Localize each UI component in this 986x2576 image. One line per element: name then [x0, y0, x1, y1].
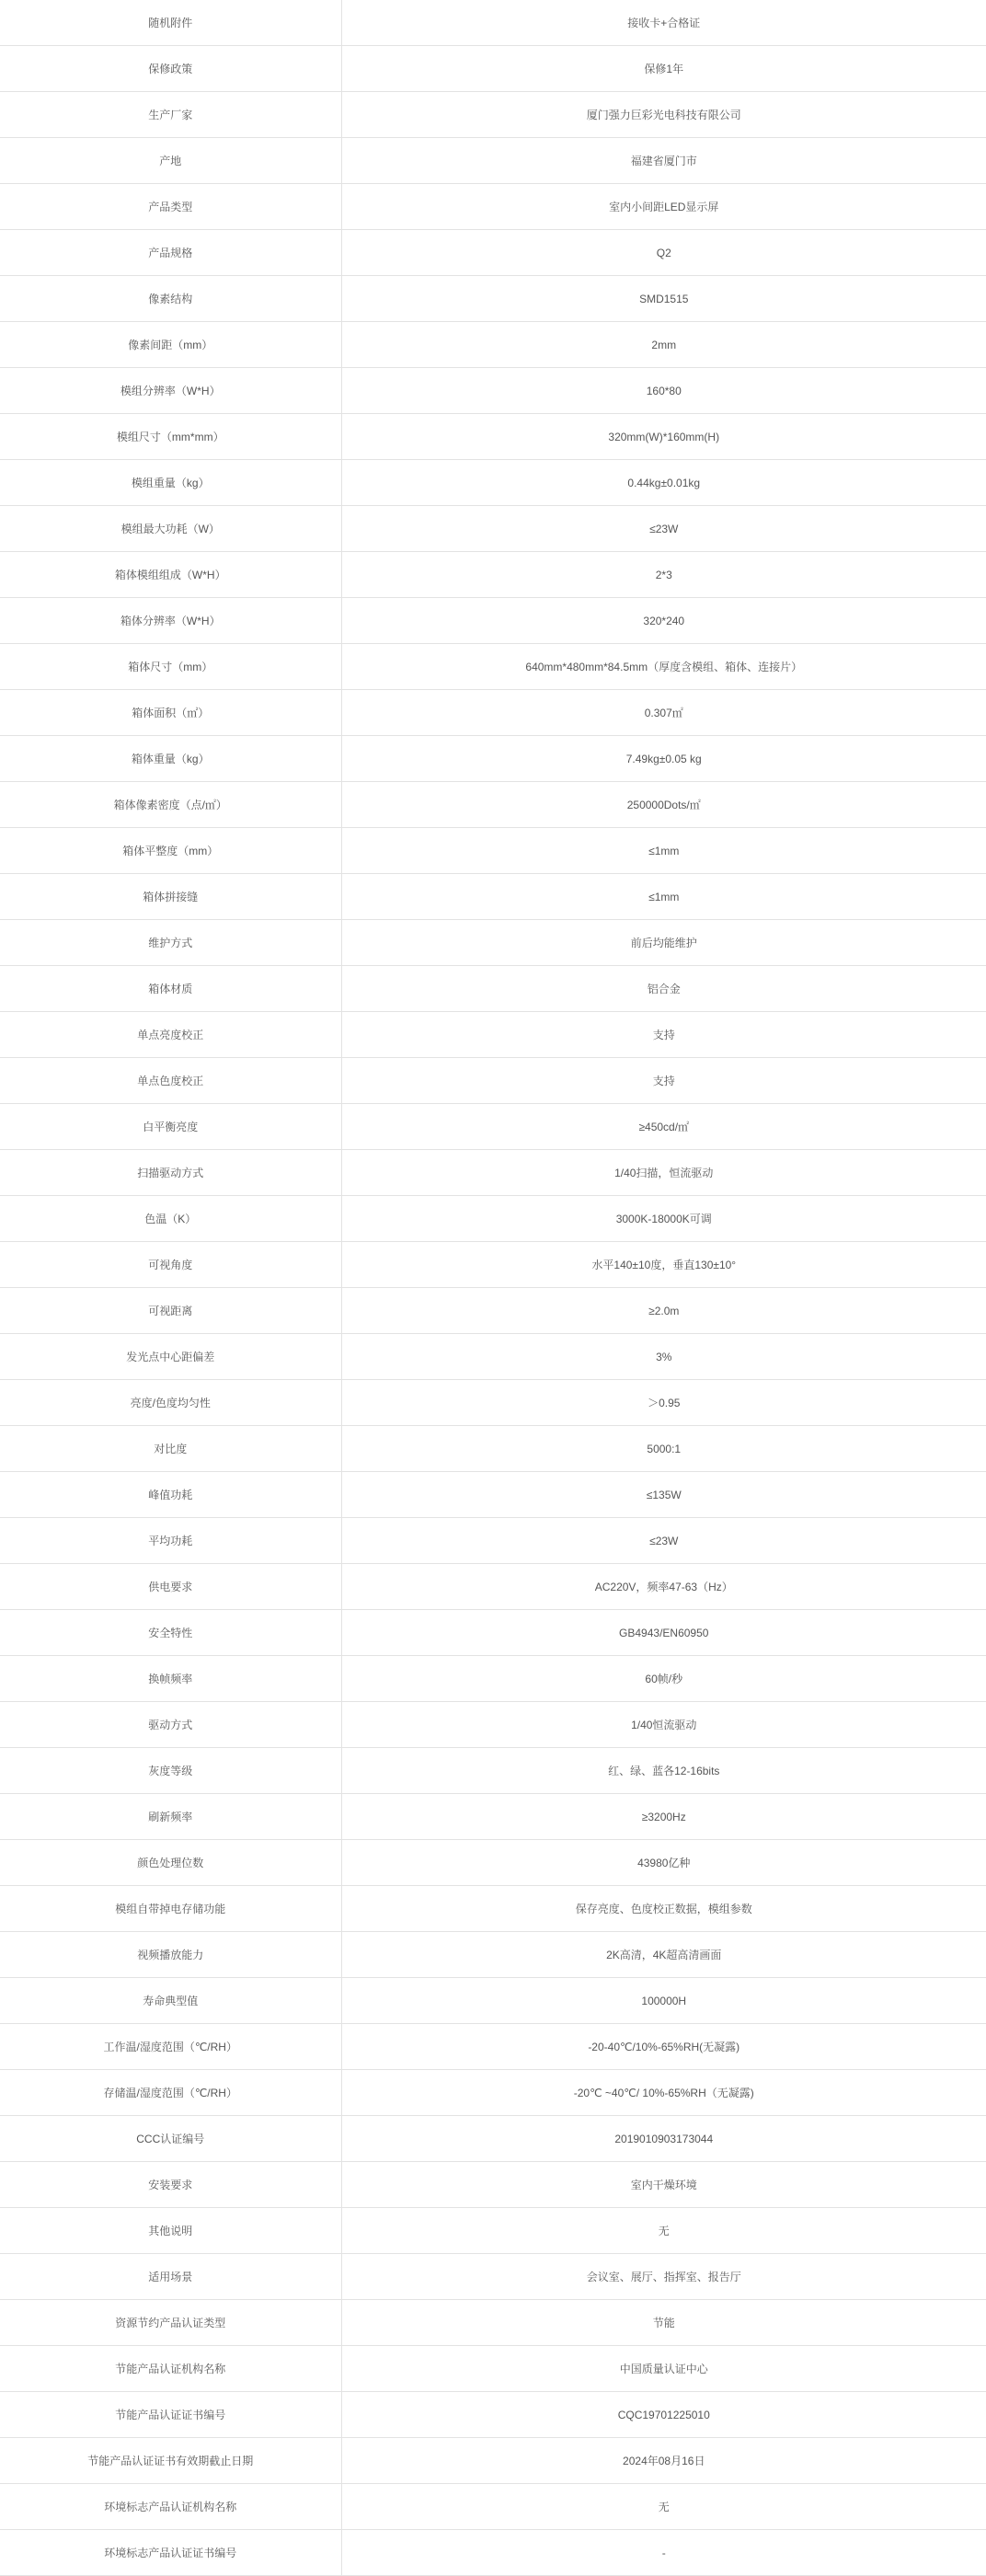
spec-value-cell: -20-40℃/10%-65%RH(无凝露): [341, 2024, 986, 2070]
table-row: [0, 828, 986, 874]
table-row: [0, 230, 986, 276]
spec-value-cell: 0.307㎡: [341, 690, 986, 736]
spec-label-cell: 视频播放能力: [0, 1932, 341, 1978]
table-row: [0, 736, 986, 782]
spec-label-cell: 像素结构: [0, 276, 341, 322]
spec-value-cell: 320mm(W)*160mm(H): [341, 414, 986, 460]
table-row: [0, 1104, 986, 1150]
table-row: [0, 1518, 986, 1564]
spec-label-cell: 寿命典型值: [0, 1978, 341, 2024]
spec-value-cell: ＞0.95: [341, 1380, 986, 1426]
table-row: [0, 1656, 986, 1702]
spec-label-cell: 模组最大功耗（W）: [0, 506, 341, 552]
spec-value-cell: AC220V，频率47-63（Hz）: [341, 1564, 986, 1610]
spec-label-cell: 其他说明: [0, 2208, 341, 2254]
spec-label-cell: 模组重量（kg）: [0, 460, 341, 506]
spec-value-cell: 铝合金: [341, 966, 986, 1012]
table-row: [0, 1564, 986, 1610]
spec-value-cell: 福建省厦门市: [341, 138, 986, 184]
spec-value-cell: 红、绿、蓝各12-16bits: [341, 1748, 986, 1794]
spec-value-cell: GB4943/EN60950: [341, 1610, 986, 1656]
table-row: [0, 368, 986, 414]
spec-value-cell: 60帧/秒: [341, 1656, 986, 1702]
spec-value-cell: ≤1mm: [341, 828, 986, 874]
table-row: [0, 1840, 986, 1886]
spec-value-cell: 2mm: [341, 322, 986, 368]
spec-label-cell: 箱体材质: [0, 966, 341, 1012]
spec-value-cell: 中国质量认证中心: [341, 2346, 986, 2392]
table-row: [0, 322, 986, 368]
spec-label-cell: 节能产品认证证书编号: [0, 2392, 341, 2438]
spec-label-cell: 箱体面积（㎡）: [0, 690, 341, 736]
spec-value-cell: 保存亮度、色度校正数据，模组参数: [341, 1886, 986, 1932]
table-row: [0, 2208, 986, 2254]
spec-value-cell: SMD1515: [341, 276, 986, 322]
spec-label-cell: 发光点中心距偏差: [0, 1334, 341, 1380]
spec-value-cell: ≥450cd/㎡: [341, 1104, 986, 1150]
table-row: [0, 552, 986, 598]
table-row: [0, 1702, 986, 1748]
spec-label-cell: 安全特性: [0, 1610, 341, 1656]
spec-label-cell: 灰度等级: [0, 1748, 341, 1794]
spec-value-cell: 7.49kg±0.05 kg: [341, 736, 986, 782]
table-row: [0, 598, 986, 644]
spec-label-cell: 刷新频率: [0, 1794, 341, 1840]
spec-label-cell: 节能产品认证证书有效期截止日期: [0, 2438, 341, 2484]
spec-value-cell: 支持: [341, 1012, 986, 1058]
table-row: [0, 2346, 986, 2392]
spec-label-cell: 维护方式: [0, 920, 341, 966]
table-row: [0, 2254, 986, 2300]
spec-label-cell: 箱体像素密度（点/㎡）: [0, 782, 341, 828]
table-row: [0, 2300, 986, 2346]
spec-label-cell: 单点亮度校正: [0, 1012, 341, 1058]
table-row: [0, 414, 986, 460]
spec-value-cell: 节能: [341, 2300, 986, 2346]
spec-label-cell: 模组尺寸（mm*mm）: [0, 414, 341, 460]
spec-label-cell: 保修政策: [0, 46, 341, 92]
table-row: [0, 1748, 986, 1794]
spec-value-cell: 160*80: [341, 368, 986, 414]
table-row: [0, 920, 986, 966]
spec-label-cell: 箱体分辨率（W*H）: [0, 598, 341, 644]
table-row: [0, 1932, 986, 1978]
spec-label-cell: 环境标志产品认证证书编号: [0, 2530, 341, 2576]
table-row: [0, 0, 986, 46]
spec-value-cell: -: [341, 2530, 986, 2576]
table-row: [0, 2438, 986, 2484]
spec-value-cell: ≤23W: [341, 506, 986, 552]
spec-value-cell: 保修1年: [341, 46, 986, 92]
table-row: [0, 460, 986, 506]
spec-label-cell: 适用场景: [0, 2254, 341, 2300]
table-row: [0, 138, 986, 184]
spec-label-cell: 颜色处理位数: [0, 1840, 341, 1886]
spec-label-cell: 平均功耗: [0, 1518, 341, 1564]
table-row: [0, 782, 986, 828]
table-row: [0, 1150, 986, 1196]
spec-value-cell: 接收卡+合格证: [341, 0, 986, 46]
spec-label-cell: 箱体尺寸（mm）: [0, 644, 341, 690]
table-row: [0, 506, 986, 552]
spec-label-cell: 安装要求: [0, 2162, 341, 2208]
spec-label-cell: 存储温/湿度范围（℃/RH）: [0, 2070, 341, 2116]
table-row: [0, 2392, 986, 2438]
table-row: [0, 1334, 986, 1380]
table-row: [0, 2070, 986, 2116]
spec-value-cell: 1/40恒流驱动: [341, 1702, 986, 1748]
spec-value-cell: ≤135W: [341, 1472, 986, 1518]
spec-value-cell: ≥2.0m: [341, 1288, 986, 1334]
spec-label-cell: 单点色度校正: [0, 1058, 341, 1104]
spec-label-cell: 工作温/湿度范围（℃/RH）: [0, 2024, 341, 2070]
table-row: [0, 1058, 986, 1104]
table-row: [0, 1794, 986, 1840]
spec-value-cell: 2K高清，4K超高清画面: [341, 1932, 986, 1978]
spec-value-cell: 2*3: [341, 552, 986, 598]
table-row: [0, 1886, 986, 1932]
spec-label-cell: 箱体重量（kg）: [0, 736, 341, 782]
spec-value-cell: 3000K-18000K可调: [341, 1196, 986, 1242]
spec-label-cell: 箱体拼接缝: [0, 874, 341, 920]
spec-value-cell: 43980亿种: [341, 1840, 986, 1886]
table-row: [0, 874, 986, 920]
table-row: [0, 1472, 986, 1518]
spec-value-cell: 3%: [341, 1334, 986, 1380]
table-row: [0, 1610, 986, 1656]
spec-value-cell: 250000Dots/㎡: [341, 782, 986, 828]
spec-label-cell: 色温（K）: [0, 1196, 341, 1242]
spec-value-cell: 室内小间距LED显示屏: [341, 184, 986, 230]
table-row: [0, 1242, 986, 1288]
spec-value-cell: 5000:1: [341, 1426, 986, 1472]
table-row: [0, 1196, 986, 1242]
spec-value-cell: ≤23W: [341, 1518, 986, 1564]
table-row: [0, 276, 986, 322]
spec-value-cell: 前后均能维护: [341, 920, 986, 966]
table-row: [0, 2116, 986, 2162]
spec-label-cell: 环境标志产品认证机构名称: [0, 2484, 341, 2530]
spec-label-cell: 扫描驱动方式: [0, 1150, 341, 1196]
table-row: [0, 1978, 986, 2024]
spec-label-cell: 模组自带掉电存储功能: [0, 1886, 341, 1932]
table-row: [0, 46, 986, 92]
spec-value-cell: 320*240: [341, 598, 986, 644]
table-row: [0, 92, 986, 138]
spec-label-cell: 模组分辨率（W*H）: [0, 368, 341, 414]
spec-value-cell: 会议室、展厅、指挥室、报告厅: [341, 2254, 986, 2300]
spec-value-cell: CQC19701225010: [341, 2392, 986, 2438]
spec-value-cell: 0.44kg±0.01kg: [341, 460, 986, 506]
spec-label-cell: 供电要求: [0, 1564, 341, 1610]
spec-value-cell: 支持: [341, 1058, 986, 1104]
table-row: [0, 184, 986, 230]
spec-label-cell: 驱动方式: [0, 1702, 341, 1748]
spec-label-cell: 箱体平整度（mm）: [0, 828, 341, 874]
spec-label-cell: 亮度/色度均匀性: [0, 1380, 341, 1426]
spec-label-cell: 产品规格: [0, 230, 341, 276]
table-row: [0, 2530, 986, 2576]
spec-value-cell: 1/40扫描，恒流驱动: [341, 1150, 986, 1196]
spec-label-cell: 随机附件: [0, 0, 341, 46]
spec-value-cell: ≤1mm: [341, 874, 986, 920]
spec-value-cell: 2019010903173044: [341, 2116, 986, 2162]
spec-label-cell: 白平衡亮度: [0, 1104, 341, 1150]
table-row: [0, 644, 986, 690]
spec-value-cell: 2024年08月16日: [341, 2438, 986, 2484]
spec-value-cell: 厦门强力巨彩光电科技有限公司: [341, 92, 986, 138]
spec-label-cell: 产地: [0, 138, 341, 184]
spec-label-cell: 像素间距（mm）: [0, 322, 341, 368]
spec-value-cell: ≥3200Hz: [341, 1794, 986, 1840]
table-row: [0, 1012, 986, 1058]
table-row: [0, 2024, 986, 2070]
spec-value-cell: -20℃ ~40℃/ 10%-65%RH（无凝露): [341, 2070, 986, 2116]
spec-label-cell: 可视距离: [0, 1288, 341, 1334]
spec-label-cell: 资源节约产品认证类型: [0, 2300, 341, 2346]
spec-value-cell: 水平140±10度，垂直130±10°: [341, 1242, 986, 1288]
spec-value-cell: 640mm*480mm*84.5mm（厚度含模组、箱体、连接片）: [341, 644, 986, 690]
table-row: [0, 2162, 986, 2208]
table-row: [0, 1380, 986, 1426]
spec-label-cell: 生产厂家: [0, 92, 341, 138]
spec-value-cell: 100000H: [341, 1978, 986, 2024]
spec-label-cell: 对比度: [0, 1426, 341, 1472]
table-row: [0, 2484, 986, 2530]
spec-label-cell: CCC认证编号: [0, 2116, 341, 2162]
spec-label-cell: 箱体模组组成（W*H）: [0, 552, 341, 598]
spec-value-cell: 无: [341, 2484, 986, 2530]
spec-value-cell: 室内干燥环境: [341, 2162, 986, 2208]
table-row: [0, 690, 986, 736]
spec-label-cell: 可视角度: [0, 1242, 341, 1288]
spec-label-cell: 峰值功耗: [0, 1472, 341, 1518]
table-row: [0, 1426, 986, 1472]
spec-label-cell: 节能产品认证机构名称: [0, 2346, 341, 2392]
table-row: [0, 1288, 986, 1334]
spec-label-cell: 产品类型: [0, 184, 341, 230]
spec-value-cell: 无: [341, 2208, 986, 2254]
spec-label-cell: 换帧频率: [0, 1656, 341, 1702]
spec-value-cell: Q2: [341, 230, 986, 276]
table-row: [0, 966, 986, 1012]
